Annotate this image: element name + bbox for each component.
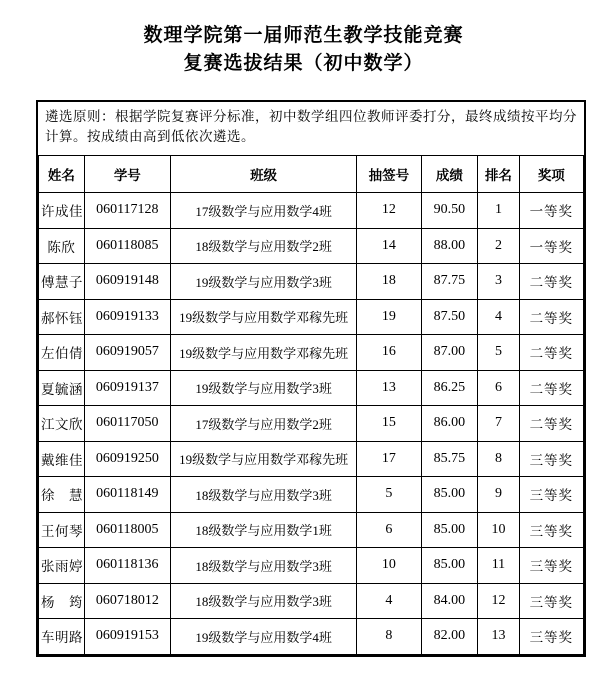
header-rank: 排名 xyxy=(478,156,519,193)
cell-student-id: 060919148 xyxy=(84,264,170,300)
header-name: 姓名 xyxy=(39,156,85,193)
table-row xyxy=(39,264,584,300)
header-draw-number: 抽签号 xyxy=(357,156,421,193)
cell-name: 杨 筠 xyxy=(39,583,85,619)
cell-class: 19级数学与应用数学邓稼先班 xyxy=(170,335,356,371)
table-row xyxy=(39,583,584,619)
cell-rank: 10 xyxy=(478,512,519,548)
cell-draw-number: 14 xyxy=(357,228,421,264)
cell-name: 王何琴 xyxy=(39,512,85,548)
cell-class: 19级数学与应用数学邓稼先班 xyxy=(170,441,356,477)
cell-score: 85.00 xyxy=(421,512,478,548)
cell-award: 三等奖 xyxy=(519,477,583,513)
table-body xyxy=(39,193,584,655)
cell-student-id: 060118149 xyxy=(84,477,170,513)
cell-rank: 12 xyxy=(478,583,519,619)
table-row xyxy=(39,548,584,584)
cell-class: 18级数学与应用数学3班 xyxy=(170,477,356,513)
table-row xyxy=(39,299,584,335)
cell-class: 18级数学与应用数学3班 xyxy=(170,583,356,619)
header-row xyxy=(39,156,584,193)
cell-name: 车明路 xyxy=(39,619,85,655)
cell-score: 85.00 xyxy=(421,548,478,584)
cell-student-id: 060118005 xyxy=(84,512,170,548)
cell-draw-number: 5 xyxy=(357,477,421,513)
table-row xyxy=(39,193,584,229)
cell-class: 19级数学与应用数学邓稼先班 xyxy=(170,299,356,335)
cell-rank: 4 xyxy=(478,299,519,335)
table-row xyxy=(39,619,584,655)
table-row xyxy=(39,228,584,264)
cell-student-id: 060118085 xyxy=(84,228,170,264)
cell-score: 84.00 xyxy=(421,583,478,619)
header-score: 成绩 xyxy=(421,156,478,193)
cell-award: 三等奖 xyxy=(519,512,583,548)
cell-class: 19级数学与应用数学3班 xyxy=(170,370,356,406)
cell-rank: 9 xyxy=(478,477,519,513)
cell-score: 87.00 xyxy=(421,335,478,371)
cell-award: 一等奖 xyxy=(519,193,583,229)
cell-student-id: 060919250 xyxy=(84,441,170,477)
cell-score: 85.00 xyxy=(421,477,478,513)
cell-name: 夏毓涵 xyxy=(39,370,85,406)
cell-rank: 7 xyxy=(478,406,519,442)
cell-draw-number: 6 xyxy=(357,512,421,548)
cell-name: 戴维佳 xyxy=(39,441,85,477)
table-row xyxy=(39,406,584,442)
cell-score: 86.00 xyxy=(421,406,478,442)
cell-class: 19级数学与应用数学4班 xyxy=(170,619,356,655)
cell-award: 三等奖 xyxy=(519,441,583,477)
table-row xyxy=(39,512,584,548)
cell-student-id: 060118136 xyxy=(84,548,170,584)
cell-draw-number: 17 xyxy=(357,441,421,477)
cell-class: 18级数学与应用数学1班 xyxy=(170,512,356,548)
header-student-id: 学号 xyxy=(84,156,170,193)
cell-rank: 11 xyxy=(478,548,519,584)
cell-draw-number: 16 xyxy=(357,335,421,371)
cell-score: 86.25 xyxy=(421,370,478,406)
cell-draw-number: 8 xyxy=(357,619,421,655)
cell-name: 许成佳 xyxy=(39,193,85,229)
cell-draw-number: 12 xyxy=(357,193,421,229)
cell-name: 左伯倩 xyxy=(39,335,85,371)
selection-rule-note: 遴选原则：根据学院复赛评分标准，初中数学组四位教师评委打分，最终成绩按平均分计算。按成绩由高到低依次遴选。 xyxy=(45,109,577,144)
cell-award: 三等奖 xyxy=(519,548,583,584)
table-row xyxy=(39,441,584,477)
cell-class: 17级数学与应用数学4班 xyxy=(170,193,356,229)
cell-class: 17级数学与应用数学2班 xyxy=(170,406,356,442)
cell-draw-number: 13 xyxy=(357,370,421,406)
title-line-1: 数理学院第一届师范生教学技能竞赛 xyxy=(143,25,464,46)
cell-award: 二等奖 xyxy=(519,299,583,335)
cell-draw-number: 4 xyxy=(357,583,421,619)
cell-score: 87.75 xyxy=(421,264,478,300)
cell-rank: 5 xyxy=(478,335,519,371)
cell-student-id: 060718012 xyxy=(84,583,170,619)
cell-student-id: 060919137 xyxy=(84,370,170,406)
cell-name: 江文欣 xyxy=(39,406,85,442)
cell-score: 90.50 xyxy=(421,193,478,229)
cell-student-id: 060919057 xyxy=(84,335,170,371)
cell-rank: 6 xyxy=(478,370,519,406)
cell-award: 二等奖 xyxy=(519,264,583,300)
content-box xyxy=(36,100,586,657)
cell-award: 二等奖 xyxy=(519,335,583,371)
cell-student-id: 060117128 xyxy=(84,193,170,229)
header-award: 奖项 xyxy=(519,156,583,193)
cell-class: 18级数学与应用数学2班 xyxy=(170,228,356,264)
cell-award: 三等奖 xyxy=(519,583,583,619)
cell-student-id: 060919133 xyxy=(84,299,170,335)
cell-name: 陈欣 xyxy=(39,228,85,264)
cell-rank: 8 xyxy=(478,441,519,477)
table-row xyxy=(39,335,584,371)
cell-student-id: 060117050 xyxy=(84,406,170,442)
page-title xyxy=(0,0,607,78)
cell-score: 82.00 xyxy=(421,619,478,655)
table-row xyxy=(39,370,584,406)
cell-award: 一等奖 xyxy=(519,228,583,264)
cell-score: 88.00 xyxy=(421,228,478,264)
cell-name: 张雨婷 xyxy=(39,548,85,584)
header-class: 班级 xyxy=(170,156,356,193)
cell-student-id: 060919153 xyxy=(84,619,170,655)
cell-award: 三等奖 xyxy=(519,619,583,655)
cell-rank: 2 xyxy=(478,228,519,264)
cell-score: 87.50 xyxy=(421,299,478,335)
cell-rank: 3 xyxy=(478,264,519,300)
cell-draw-number: 15 xyxy=(357,406,421,442)
cell-score: 85.75 xyxy=(421,441,478,477)
cell-name: 郝怀钰 xyxy=(39,299,85,335)
title-line-2: 复赛选拔结果（初中数学） xyxy=(183,53,424,74)
cell-class: 18级数学与应用数学3班 xyxy=(170,548,356,584)
cell-draw-number: 19 xyxy=(357,299,421,335)
cell-rank: 13 xyxy=(478,619,519,655)
cell-draw-number: 18 xyxy=(357,264,421,300)
cell-name: 傅慧子 xyxy=(39,264,85,300)
cell-class: 19级数学与应用数学3班 xyxy=(170,264,356,300)
cell-name: 徐 慧 xyxy=(39,477,85,513)
results-table xyxy=(38,155,584,655)
cell-draw-number: 10 xyxy=(357,548,421,584)
table-header xyxy=(39,156,584,193)
cell-award: 二等奖 xyxy=(519,370,583,406)
cell-award: 二等奖 xyxy=(519,406,583,442)
cell-rank: 1 xyxy=(478,193,519,229)
table-row xyxy=(39,477,584,513)
